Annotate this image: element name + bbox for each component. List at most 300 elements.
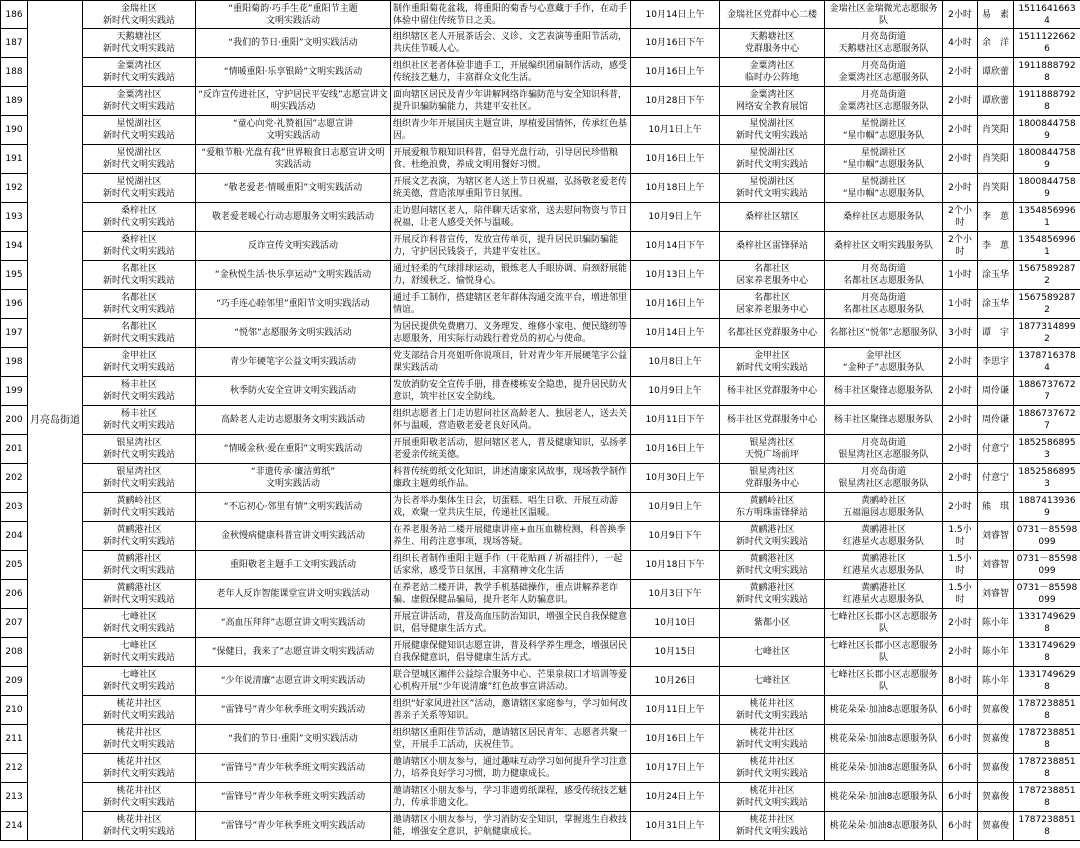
row-number: 210 (1, 696, 28, 725)
duration: 2小时 (943, 464, 978, 493)
table-row (1, 29, 1080, 58)
row-number: 205 (1, 551, 28, 580)
activity-place: 星悦湖社区 新时代文明实践站 (720, 145, 825, 174)
volunteer-team: 桃花朵朵·加油8志愿服务队 (825, 754, 943, 783)
activity-content: 开展爱粮节粮知识科普，倡导光盘行动，引导居民珍惜粮食、杜绝浪费，养成文明用餐好习惯。 (391, 145, 631, 174)
activity-content: 组织长者制作重阳主题手作（干花贴画 / 祈福挂件），一起话家常，感受节日氛围，丰富精神文化生活 (391, 551, 631, 580)
activity-place: 金瑞社区党群中心二楼 (720, 1, 825, 29)
activity-name: 敬老爱老暖心行动志愿服务文明实践活动 (196, 203, 391, 232)
row-number: 196 (1, 290, 28, 319)
contact-person: 余 洋 (978, 29, 1014, 58)
unit-cell: 黄鹂港社区 新时代文明实践站 (83, 522, 196, 551)
contact-phone: 13548569961 (1014, 203, 1080, 232)
activity-content: 组织辖区老人开展茶话会、义诊、文艺表演等重阳节活动，共庆佳节暖人心。 (391, 29, 631, 58)
activity-name: “雷锋号”青少年秋季班文明实践活动 (196, 696, 391, 725)
activity-content: 面向辖区居民及青少年讲解网络诈骗防范与安全知识科普，提升识骗防骗能力，共建平安社区。 (391, 87, 631, 116)
contact-phone: 18867376727 (1014, 406, 1080, 435)
unit-cell: 桃花井社区 新时代文明实践站 (83, 754, 196, 783)
contact-person: 贺嘉俊 (978, 783, 1014, 812)
unit-cell: 桃花井社区 新时代文明实践站 (83, 812, 196, 841)
table-row (1, 812, 1080, 841)
activity-place: 桃花井社区 新时代文明实践站 (720, 725, 825, 754)
duration: 6小时 (943, 812, 978, 841)
table-row (1, 783, 1080, 812)
activity-time: 10月9日下午 (631, 522, 720, 551)
volunteer-team: 星悦湖社区 “星巾帼”志愿服务队 (825, 174, 943, 203)
duration: 6小时 (943, 696, 978, 725)
contact-phone: 17872388518 (1014, 696, 1080, 725)
activity-time: 10月13日上午 (631, 261, 720, 290)
activity-place: 黄鹂港社区 新时代文明实践站 (720, 551, 825, 580)
volunteer-team: 杨丰社区聚锋志愿服务队 (825, 406, 943, 435)
unit-cell: 银星湾社区 新时代文明实践站 (83, 435, 196, 464)
contact-person: 谭欣蕾 (978, 87, 1014, 116)
volunteer-team: 桑梓社区文明实践服务队 (825, 232, 943, 261)
activity-place: 名都社区 居家养老服务中心 (720, 261, 825, 290)
activity-time: 10月16日上午 (631, 145, 720, 174)
activity-content: 制作重阳菊花盆栽，将重阳的菊香与心意藏于手作，在动手体验中留住传统节日之美。 (391, 1, 631, 29)
activity-place: 天鹅塘社区 党群服务中心 (720, 29, 825, 58)
activity-content: 通过轻柔的气球排球运动，锻炼老人手眼协调、肩颈舒展能力，舒缓秋乏、愉悦身心。 (391, 261, 631, 290)
contact-person: 谭欣蕾 (978, 58, 1014, 87)
volunteer-team: 桃花朵朵·加油8志愿服务队 (825, 725, 943, 754)
activity-time: 10月14日上午 (631, 319, 720, 348)
contact-person: 涂玉华 (978, 290, 1014, 319)
table-row (1, 696, 1080, 725)
activity-place: 桃花井社区 新时代文明实践站 (720, 783, 825, 812)
unit-cell: 名都社区 新时代文明实践站 (83, 261, 196, 290)
street-name: 月亮岛街道 (28, 1, 83, 841)
row-number: 187 (1, 29, 28, 58)
activity-name: “高血压拜拜”志愿宣讲文明实践活动 (196, 609, 391, 638)
activity-name: “巧手连心睦邻里”重阳节文明实践活动 (196, 290, 391, 319)
activity-name: “童心向党·礼赞祖国”志愿宣讲 文明实践活动 (196, 116, 391, 145)
activity-place: 桃花井社区 新时代文明实践站 (720, 754, 825, 783)
duration: 2小时 (943, 116, 978, 145)
activity-content: 在养老站二楼开讲，教学手机基础操作，重点讲解养老诈骗、虚假保健品骗局，提升老年人防骗意识。 (391, 580, 631, 609)
contact-phone: 18525868953 (1014, 435, 1080, 464)
activity-time: 10月18日上午 (631, 174, 720, 203)
contact-person: 贺嘉俊 (978, 725, 1014, 754)
activity-place: 桃花井社区 新时代文明实践站 (720, 696, 825, 725)
contact-phone: 0731－85598099 (1014, 551, 1080, 580)
row-number: 206 (1, 580, 28, 609)
activity-place: 银星湾社区 党群服务中心 (720, 464, 825, 493)
contact-phone: 15116416634 (1014, 1, 1080, 29)
contact-phone: 13548569961 (1014, 232, 1080, 261)
unit-cell: 名都社区 新时代文明实践站 (83, 290, 196, 319)
activity-content: 开展重阳敬老活动，慰问辖区老人，普及健康知识，弘扬孝老爱亲传统美德。 (391, 435, 631, 464)
unit-cell: 星悦湖社区 新时代文明实践站 (83, 174, 196, 203)
activity-name: “反诈宣传进社区，守护居民平安线”志愿宣讲文明实践活动 (196, 87, 391, 116)
row-number: 209 (1, 667, 28, 696)
unit-cell: 金甲社区 新时代文明实践站 (83, 348, 196, 377)
duration: 2小时 (943, 435, 978, 464)
unit-cell: 桃花井社区 新时代文明实践站 (83, 696, 196, 725)
unit-cell: 黄鹂港社区 新时代文明实践站 (83, 580, 196, 609)
duration: 2小时 (943, 377, 978, 406)
contact-person: 付意宁 (978, 435, 1014, 464)
activity-place: 黄鹂港社区 新时代文明实践站 (720, 522, 825, 551)
unit-cell: 星悦湖社区 新时代文明实践站 (83, 116, 196, 145)
contact-phone: 0731－85598099 (1014, 580, 1080, 609)
contact-phone: 19118887928 (1014, 58, 1080, 87)
activity-content: 开展文艺表演，为辖区老人送上节日祝福，弘扬敬老爱老传统美德，营造浓厚重阳节日氛围。 (391, 174, 631, 203)
row-number: 195 (1, 261, 28, 290)
duration: 3小时 (943, 319, 978, 348)
volunteer-team: 桑梓社区志愿服务队 (825, 203, 943, 232)
unit-cell: 天鹅塘社区 新时代文明实践站 (83, 29, 196, 58)
activity-place: 桃花井社区 新时代文明实践站 (720, 812, 825, 841)
activity-time: 10月16日下午 (631, 29, 720, 58)
activity-content: 走访慰问辖区老人，陪伴聊天话家常，送去慰问物资与节日祝福，让老人感受关怀与温暖。 (391, 203, 631, 232)
table-row (1, 1, 1080, 29)
activity-time: 10月9日上午 (631, 203, 720, 232)
activity-place: 名都社区 居家养老服务中心 (720, 290, 825, 319)
activity-name: “非遗传承·廉洁剪纸” 文明实践活动 (196, 464, 391, 493)
activity-time: 10月10日 (631, 609, 720, 638)
contact-phone: 18008447589 (1014, 174, 1080, 203)
activity-place: 金粟湾社区 临时办公阵地 (720, 58, 825, 87)
volunteer-team: 黄鹂港社区 红港星火志愿服务队 (825, 522, 943, 551)
unit-cell: 金粟湾社区 新时代文明实践站 (83, 58, 196, 87)
activity-name: “雷锋号”青少年秋季班文明实践活动 (196, 812, 391, 841)
activity-content: 组织“好家风进社区”活动，邀请辖区家庭参与，学习如何改善亲子关系等知识。 (391, 696, 631, 725)
volunteer-team: 桃花朵朵·加油8志愿服务队 (825, 812, 943, 841)
table-row (1, 406, 1080, 435)
activity-time: 10月16日上午 (631, 435, 720, 464)
activity-content: 组织辖区重阳佳节活动，邀请辖区居民青年、志愿者共聚一堂，开展手工活动，庆祝佳节。 (391, 725, 631, 754)
table-row (1, 58, 1080, 87)
activity-time: 10月30日上午 (631, 464, 720, 493)
volunteer-team: 桃花朵朵·加油8志愿服务队 (825, 783, 943, 812)
duration: 1.5小时 (943, 551, 978, 580)
contact-person: 陈小年 (978, 638, 1014, 667)
contact-person: 周伶谦 (978, 406, 1014, 435)
row-number: 214 (1, 812, 28, 841)
activity-time: 10月11日下午 (631, 406, 720, 435)
duration: 1.5小时 (943, 522, 978, 551)
volunteer-team: 金瑞社区金瑞微光志愿服务队 (825, 1, 943, 29)
activity-name: “重阳菊韵·巧手生花”重阳节主题 文明实践活动 (196, 1, 391, 29)
activity-content: 邀请辖区小朋友参与，通过趣味互动学习如何提升学习注意力，培养良好学习习惯，助力健康成长。 (391, 754, 631, 783)
volunteer-team: 星悦湖社区 “星巾帼”志愿服务队 (825, 116, 943, 145)
volunteer-team: 名都社区“悦邻”志愿服务队 (825, 319, 943, 348)
table-row (1, 580, 1080, 609)
contact-person: 肖笑阳 (978, 174, 1014, 203)
contact-phone: 18008447589 (1014, 145, 1080, 174)
table-body (1, 1, 1080, 841)
activity-content: 党支部结合月亮姐听你说项目，针对青少年开展硬笔字公益课实践活动 (391, 348, 631, 377)
activity-content: 邀请辖区小朋友参与，学习消防安全知识，掌握逃生自救技能，增强安全意识，护航健康成长。 (391, 812, 631, 841)
row-number: 202 (1, 464, 28, 493)
volunteer-team: 桃花朵朵·加油8志愿服务队 (825, 696, 943, 725)
activity-name: “少年说清廉”志愿宣讲文明实践活动 (196, 667, 391, 696)
activity-content: 联合望城区湘伴公益综合服务中心、芒果泉叔口才培训等爱心机构开展“少年说清廉”红色故事宣讲活动。 (391, 667, 631, 696)
table-row (1, 203, 1080, 232)
volunteer-team: 月亮岛街道 银星湾社区志愿服务队 (825, 464, 943, 493)
unit-cell: 黄鹂岭社区 新时代文明实践站 (83, 493, 196, 522)
activity-name: “雷锋号”青少年秋季班文明实践活动 (196, 754, 391, 783)
table-row (1, 377, 1080, 406)
contact-phone: 18773148992 (1014, 319, 1080, 348)
activity-name: “悦邻”志愿服务文明实践活动 (196, 319, 391, 348)
contact-person: 熊 琪 (978, 493, 1014, 522)
activity-place: 金粟湾社区 网络安全教育展馆 (720, 87, 825, 116)
contact-phone: 15675892872 (1014, 290, 1080, 319)
activity-time: 10月14日上午 (631, 1, 720, 29)
activity-time: 10月31日上午 (631, 812, 720, 841)
table-row (1, 667, 1080, 696)
row-number: 211 (1, 725, 28, 754)
row-number: 197 (1, 319, 28, 348)
activity-content: 开展宣讲活动，普及高血压防治知识，增强全民自我保健意识，倡导健康生活方式。 (391, 609, 631, 638)
volunteer-team: 月亮岛街道 金粟湾社区志愿服务队 (825, 87, 943, 116)
activity-place: 银星湾社区 天悦广场前坪 (720, 435, 825, 464)
unit-cell: 名都社区 新时代文明实践站 (83, 319, 196, 348)
unit-cell: 七峰社区 新时代文明实践站 (83, 609, 196, 638)
duration: 2小时 (943, 638, 978, 667)
activity-content: 为长者举办集体生日会，切蛋糕、唱生日歌、开展互动游戏，欢聚一堂共庆生辰，传递社区温暖。 (391, 493, 631, 522)
activity-name: “金秋悦生活·快乐享运动”文明实践活动 (196, 261, 391, 290)
duration: 1小时 (943, 261, 978, 290)
contact-person: 刘睿智 (978, 522, 1014, 551)
activity-place: 桑梓社区雷锋驿站 (720, 232, 825, 261)
row-number: 188 (1, 58, 28, 87)
contact-phone: 17872388518 (1014, 812, 1080, 841)
contact-person: 涂玉华 (978, 261, 1014, 290)
table-row (1, 522, 1080, 551)
duration: 2小时 (943, 406, 978, 435)
duration: 2小时 (943, 174, 978, 203)
activity-place: 名都社区党群服务中心 (720, 319, 825, 348)
contact-person: 贺嘉俊 (978, 812, 1014, 841)
row-number: 201 (1, 435, 28, 464)
activity-time: 10月16日上午 (631, 58, 720, 87)
activity-content: 为居民提供免费磨刀、义务理发、维修小家电、便民缝纫等志愿服务，用实际行动践行着党员的初心与使命。 (391, 319, 631, 348)
activity-content: 在养老服务站二楼开展健康讲座+血压血糖检测，科普换季养生、用药注意事项，现场答疑。 (391, 522, 631, 551)
row-number: 208 (1, 638, 28, 667)
activity-place: 七峰社区 (720, 638, 825, 667)
contact-person: 李思宇 (978, 348, 1014, 377)
activity-place: 紫都小区 (720, 609, 825, 638)
activity-place: 黄鹂港社区 新时代文明实践站 (720, 580, 825, 609)
duration: 1小时 (943, 290, 978, 319)
activity-place: 杨丰社区党群服务中心 (720, 377, 825, 406)
duration: 4小时 (943, 29, 978, 58)
unit-cell: 桃花井社区 新时代文明实践站 (83, 783, 196, 812)
activity-name: “不忘初心·邻里有情”文明实践活动 (196, 493, 391, 522)
unit-cell: 桑梓社区 新时代文明实践站 (83, 232, 196, 261)
volunteer-team: 七峰社区长郡小区志愿服务队 (825, 638, 943, 667)
activity-name: “情暖金秋·爱在重阳”文明实践活动 (196, 435, 391, 464)
row-number: 207 (1, 609, 28, 638)
activity-name: “我们的节日·重阳”文明实践活动 (196, 725, 391, 754)
duration: 8小时 (943, 667, 978, 696)
table-row (1, 638, 1080, 667)
activity-content: 开展健康保健知识志愿宣讲，普及科学养生理念，增强居民自我保健意识，倡导健康生活方式。 (391, 638, 631, 667)
unit-cell: 金粟湾社区 新时代文明实践站 (83, 87, 196, 116)
activity-time: 10月9日上午 (631, 493, 720, 522)
activity-name: 秋季防火安全宣讲文明实践活动 (196, 377, 391, 406)
activity-time: 10月11日上午 (631, 696, 720, 725)
table-row (1, 290, 1080, 319)
activity-place: 金甲社区 新时代文明实践站 (720, 348, 825, 377)
activity-time: 10月28日下午 (631, 87, 720, 116)
duration: 2小时 (943, 609, 978, 638)
activity-name: 青少年硬笔字公益文明实践活动 (196, 348, 391, 377)
contact-person: 李 葸 (978, 232, 1014, 261)
activity-time: 10月16日上午 (631, 290, 720, 319)
row-number: 193 (1, 203, 28, 232)
contact-person: 易 素 (978, 1, 1014, 29)
activity-content: 组织社区老者体验非遗手工，开展编织团扇制作活动，感受传统技艺魅力，丰富群众文化生活。 (391, 58, 631, 87)
contact-person: 贺嘉俊 (978, 696, 1014, 725)
contact-phone: 18525868953 (1014, 464, 1080, 493)
unit-cell: 桑梓社区 新时代文明实践站 (83, 203, 196, 232)
activity-name: 金秋慢病健康科普宣讲文明实践活动 (196, 522, 391, 551)
duration: 6小时 (943, 725, 978, 754)
table-row (1, 319, 1080, 348)
row-number: 192 (1, 174, 28, 203)
contact-phone: 18867376727 (1014, 377, 1080, 406)
row-number: 200 (1, 406, 28, 435)
contact-phone: 15111226626 (1014, 29, 1080, 58)
volunteer-team: 杨丰社区聚锋志愿服务队 (825, 377, 943, 406)
contact-phone: 0731－85598099 (1014, 522, 1080, 551)
contact-phone: 13317496298 (1014, 638, 1080, 667)
activity-time: 10月26日 (631, 667, 720, 696)
contact-person: 李 葸 (978, 203, 1014, 232)
volunteer-team: 月亮岛街道 金粟湾社区志愿服务队 (825, 58, 943, 87)
contact-person: 肖笑阳 (978, 145, 1014, 174)
duration: 2小时 (943, 58, 978, 87)
activity-place: 杨丰社区党群服务中心 (720, 406, 825, 435)
activity-name: 高龄老人走访志愿服务文明实践活动 (196, 406, 391, 435)
row-number: 204 (1, 522, 28, 551)
activity-time: 10月3日下午 (631, 580, 720, 609)
contact-person: 刘睿智 (978, 551, 1014, 580)
duration: 2小时 (943, 348, 978, 377)
volunteer-team: 星悦湖社区 “星巾帼”志愿服务队 (825, 145, 943, 174)
duration: 2小时 (943, 1, 978, 29)
table-row (1, 87, 1080, 116)
volunteer-team: 黄鹂岭社区 五福㴩园志愿服务队 (825, 493, 943, 522)
volunteer-team: 黄鹂港社区 红港星火志愿服务队 (825, 580, 943, 609)
activity-name: “保健日，我来了”志愿宣讲文明实践活动 (196, 638, 391, 667)
unit-cell: 杨丰社区 新时代文明实践站 (83, 377, 196, 406)
activity-time: 10月18日下午 (631, 551, 720, 580)
duration: 2小时 (943, 493, 978, 522)
table-row (1, 754, 1080, 783)
row-number: 189 (1, 87, 28, 116)
activity-name: 老年人反诈智能课堂宣讲文明实践活动 (196, 580, 391, 609)
row-number: 191 (1, 145, 28, 174)
row-number: 194 (1, 232, 28, 261)
duration: 2个小时 (943, 203, 978, 232)
contact-phone: 13317496298 (1014, 667, 1080, 696)
activity-content: 开展反诈科普宣传，发放宣传单页，提升居民识骗防骗能力，守护居民钱袋子，共建平安社区。 (391, 232, 631, 261)
volunteer-team: 月亮岛街道 名都社区志愿服务队 (825, 290, 943, 319)
row-number: 190 (1, 116, 28, 145)
activity-name: “我们的节日·重阳”文明实践活动 (196, 29, 391, 58)
table-row (1, 609, 1080, 638)
table-row (1, 232, 1080, 261)
activity-content: 通过手工制作，搭建辖区老年群体沟通交流平台，增进邻里情谊。 (391, 290, 631, 319)
unit-cell: 银星湾社区 新时代文明实践站 (83, 464, 196, 493)
volunteer-team: 月亮岛街道 天鹅塘社区志愿服务队 (825, 29, 943, 58)
activity-time: 10月15日 (631, 638, 720, 667)
volunteer-team: 七峰社区长郡小区志愿服务队 (825, 609, 943, 638)
table-row (1, 116, 1080, 145)
contact-phone: 13787163784 (1014, 348, 1080, 377)
row-number: 198 (1, 348, 28, 377)
contact-phone: 19118887928 (1014, 87, 1080, 116)
contact-phone: 13317496298 (1014, 609, 1080, 638)
activity-name: “情暖重阳·乐享银龄”文明实践活动 (196, 58, 391, 87)
activity-name: “雷锋号”青少年秋季班文明实践活动 (196, 783, 391, 812)
duration: 2小时 (943, 145, 978, 174)
activity-place: 星悦湖社区 新时代文明实践站 (720, 116, 825, 145)
contact-phone: 17872388518 (1014, 783, 1080, 812)
duration: 6小时 (943, 754, 978, 783)
row-number: 213 (1, 783, 28, 812)
table-row (1, 348, 1080, 377)
activity-time: 10月8日上午 (631, 348, 720, 377)
unit-cell: 七峰社区 新时代文明实践站 (83, 638, 196, 667)
activity-place: 黄鹂岭社区 东方明珠雷锋驿站 (720, 493, 825, 522)
contact-person: 刘睿智 (978, 580, 1014, 609)
volunteer-team: 七峰社区长郡小区志愿服务队 (825, 667, 943, 696)
unit-cell: 七峰社区 新时代文明实践站 (83, 667, 196, 696)
contact-phone: 18008447589 (1014, 116, 1080, 145)
table-row (1, 261, 1080, 290)
activity-place: 七峰社区 (720, 667, 825, 696)
row-number: 199 (1, 377, 28, 406)
contact-phone: 18874139369 (1014, 493, 1080, 522)
table-row (1, 725, 1080, 754)
activity-time: 10月1日上午 (631, 116, 720, 145)
activity-time: 10月24日上午 (631, 783, 720, 812)
contact-person: 贺嘉俊 (978, 754, 1014, 783)
activity-name: 反诈宣传文明实践活动 (196, 232, 391, 261)
contact-person: 付意宁 (978, 464, 1014, 493)
contact-person: 谭 宇 (978, 319, 1014, 348)
unit-cell: 黄鹂港社区 新时代文明实践站 (83, 551, 196, 580)
volunteer-team: 月亮岛街道 名都社区志愿服务队 (825, 261, 943, 290)
contact-person: 周伶谦 (978, 377, 1014, 406)
row-number: 186 (1, 1, 28, 29)
activity-time: 10月17日上午 (631, 754, 720, 783)
activity-content: 科普传统剪纸文化知识，讲述清廉家风故事，现场教学制作廉政主题剪纸作品。 (391, 464, 631, 493)
activity-time: 10月9日上午 (631, 377, 720, 406)
contact-phone: 17872388518 (1014, 725, 1080, 754)
activity-content: 邀请辖区小朋友参与，学习非遗剪纸课程，感受传统技艺魅力，传承非遗文化。 (391, 783, 631, 812)
activity-content: 组织志愿者上门走访慰问社区高龄老人、独居老人，送去关怀与温暖，营造敬老爱老良好风尚。 (391, 406, 631, 435)
activity-name: “敬老爱老·情暖重阳”文明实践活动 (196, 174, 391, 203)
unit-cell: 星悦湖社区 新时代文明实践站 (83, 145, 196, 174)
contact-phone: 15675892872 (1014, 261, 1080, 290)
activity-content: 组织青少年开展国庆主题宣讲，厚植爱国情怀，传承红色基因。 (391, 116, 631, 145)
duration: 2个小时 (943, 232, 978, 261)
activity-time: 10月16日上午 (631, 725, 720, 754)
activity-name: 重阳敬老主题手工文明实践活动 (196, 551, 391, 580)
contact-person: 陈小年 (978, 609, 1014, 638)
volunteer-team: 月亮岛街道 银星湾社区志愿服务队 (825, 435, 943, 464)
duration: 6小时 (943, 783, 978, 812)
table-row (1, 493, 1080, 522)
contact-person: 肖笑阳 (978, 116, 1014, 145)
